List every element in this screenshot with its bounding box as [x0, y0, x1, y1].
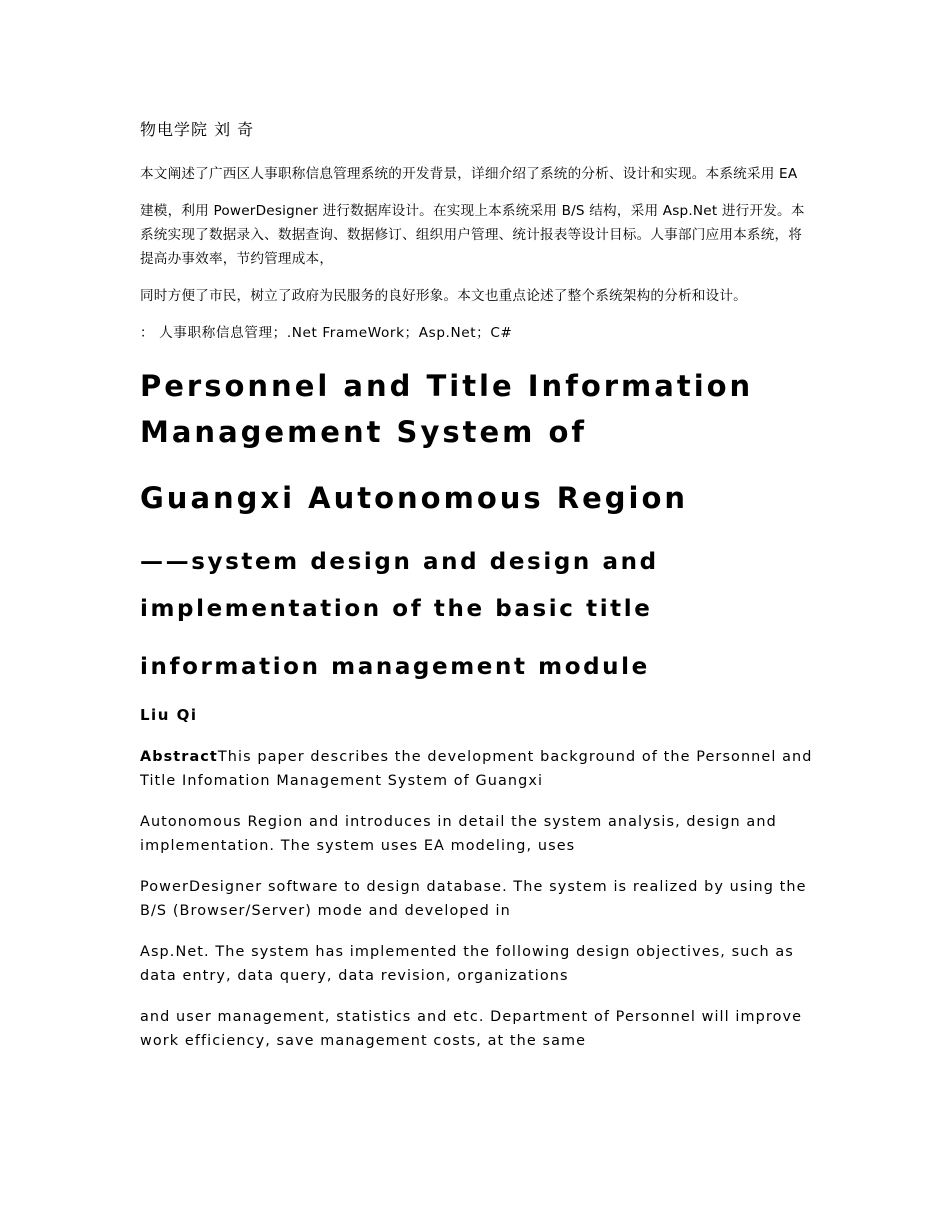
- english-subtitle-line-2: information management module: [140, 654, 650, 680]
- document-page: [140, 118, 815, 1070]
- author-chinese: 物电学院 刘 奇: [140, 120, 255, 139]
- english-abstract-paragraph-1: [140, 745, 815, 793]
- english-title-line-2: Guangxi Autonomous Region: [140, 481, 689, 515]
- chinese-abstract-paragraph-3: 同时方便了市民，树立了政府为民服务的良好形象。本文也重点论述了整个系统架构的分析和设计。: [140, 288, 747, 304]
- chinese-abstract-paragraph-1: 本文阐述了广西区人事职称信息管理系统的开发背景，详细介绍了系统的分析、设计和实现。本系统采用 EA: [140, 166, 798, 182]
- english-abstract-paragraph-5: and user management, statistics and etc. Department of Personnel will improve work efficiency, save management costs, at the same: [140, 1009, 803, 1049]
- english-abstract-paragraph-2: Autonomous Region and introduces in detail the system analysis, design and implementation. The system uses EA modeling, uses: [140, 814, 777, 854]
- chinese-abstract-paragraph-2: 建模，利用 PowerDesigner 进行数据库设计。在实现上本系统采用 B/S 结构，采用 Asp.Net 进行开发。本系统实现了数据录入、数据查询、数据修订、组织用户管理、统计报表等设计目标。人事部门应用本系统，将提高办事效率，节约管理成本，: [140, 203, 805, 267]
- english-abstract-text-1: This paper describes the development background of the Personnel and Title Infomation Management System of Guangxi: [140, 749, 813, 789]
- english-abstract-paragraph-3: PowerDesigner software to design database. The system is realized by using the B/S (Browser/Server) mode and developed in: [140, 879, 807, 919]
- english-abstract-paragraph-4: Asp.Net. The system has implemented the following design objectives, such as data entry, data query, data revision, organizations: [140, 944, 794, 984]
- abstract-label: Abstract: [140, 749, 218, 765]
- english-subtitle-line-1: ——system design and design and implementation of the basic title: [140, 549, 659, 622]
- author-english: Liu Qi: [140, 706, 198, 724]
- english-title-line-1: Personnel and Title Information Management System of: [140, 369, 754, 449]
- chinese-keywords: ： 人事职称信息管理；.Net FrameWork；Asp.Net；C#: [140, 325, 513, 341]
